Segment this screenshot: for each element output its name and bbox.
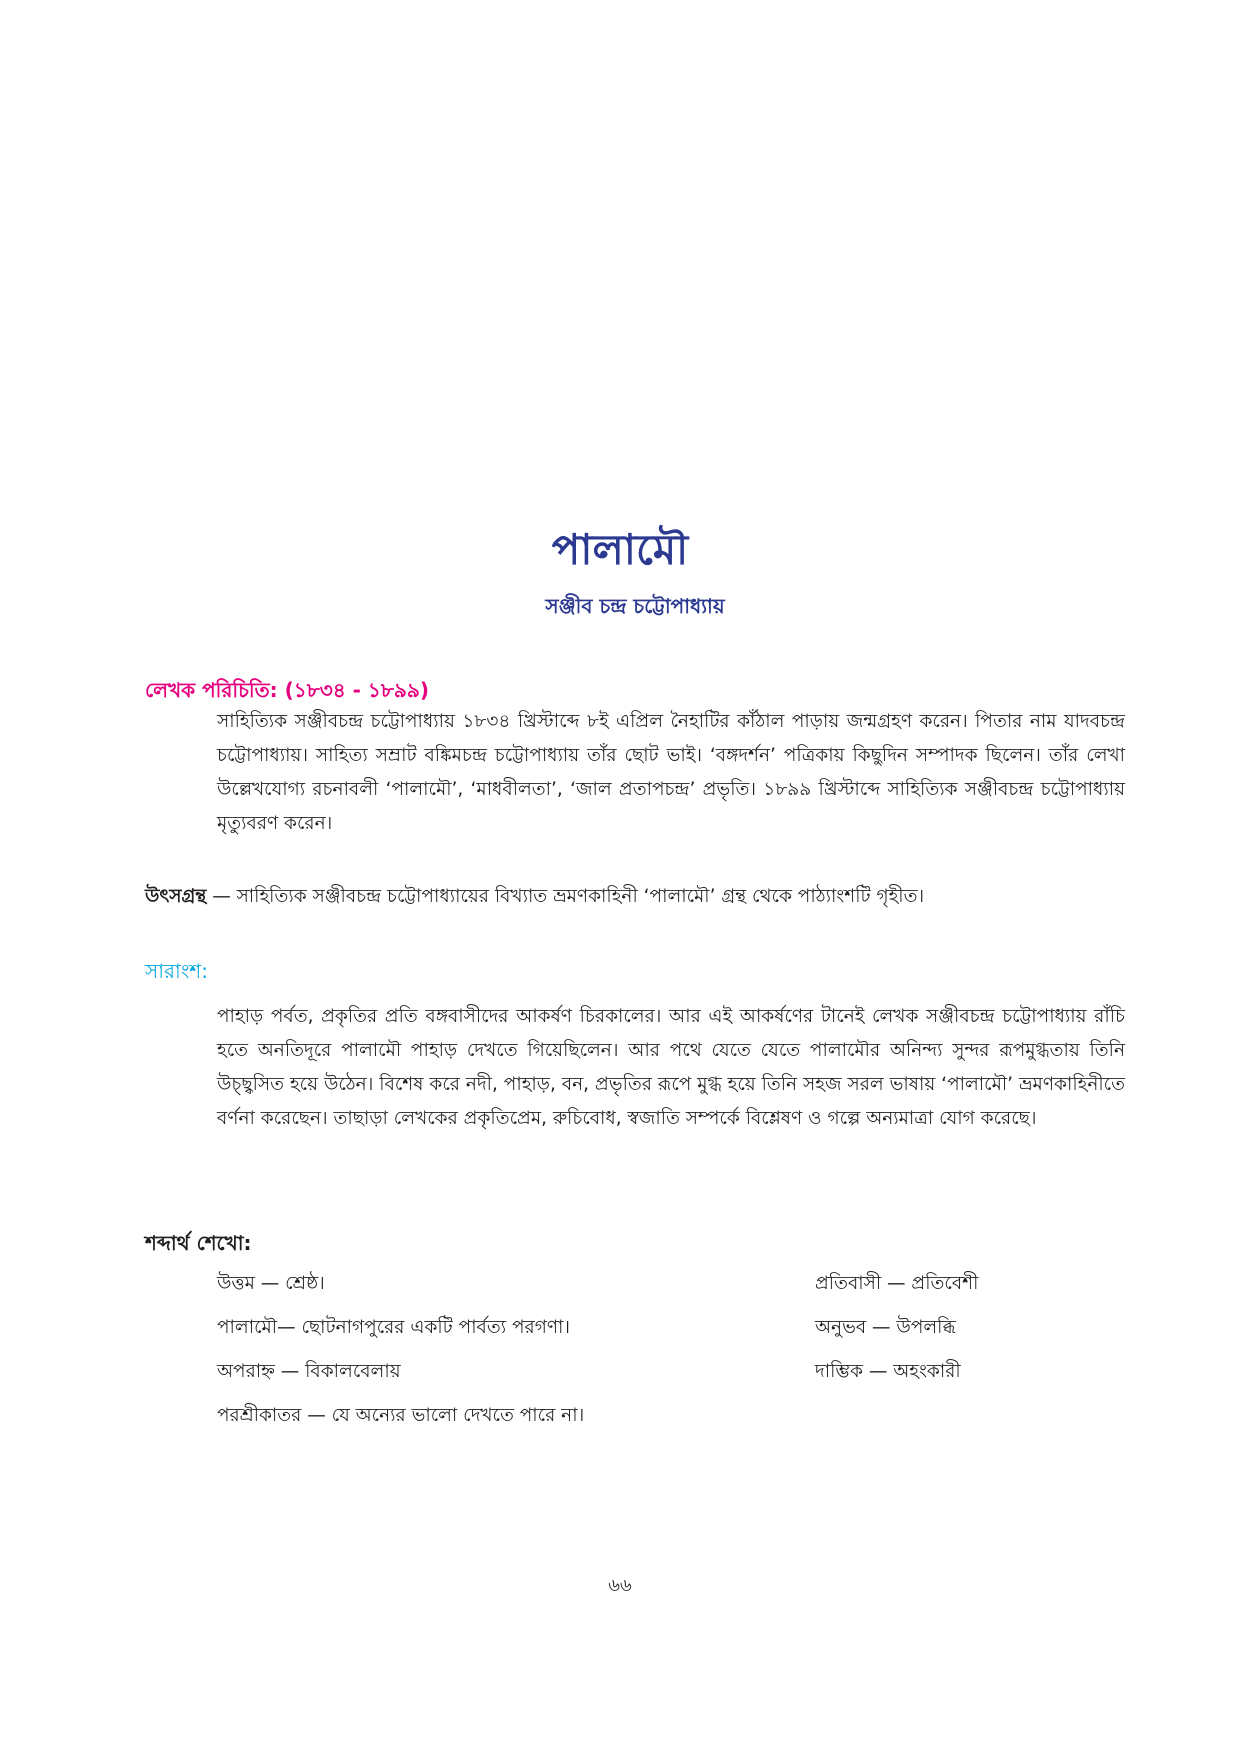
- glossary-item: পরশ্রীকাতর — যে অন্যের ভালো দেখতে পারে না।: [217, 1405, 585, 1426]
- page-title: পালামৌ: [551, 525, 689, 574]
- glossary-item: অনুভব — উপলব্ধি: [815, 1317, 956, 1338]
- source-paragraph: [145, 880, 1135, 914]
- source-label: উৎসগ্রন্থ: [145, 886, 207, 907]
- glossary-item: প্রতিবাসী — প্রতিবেশী: [815, 1273, 979, 1294]
- summary-paragraph: পাহাড় পর্বত, প্রকৃতির প্রতি বঙ্গবাসীদের আকর্ষণ চিরকালের। আর এই আকর্ষণের টানেই লেখক সঞ্জীবচন্দ্র চট্টোপাধ্যায় রাঁচি হতে অনতিদূরে পালামৌ পাহাড় দেখতে গিয়েছিলেন। আর পথে যেতে যেতে পালামৌর অনিন্দ্য সুন্দর রূপমুগ্ধতায় তিনি উচ্ছ্বসিত হয়ে উঠেন। বিশেষ করে নদী, পাহাড়, বন, প্রভৃতির রূপে মুগ্ধ হয়ে তিনি সহজ সরল ভাষায় ‘পালামৌ’ ভ্রমণকাহিনীতে বর্ণনা করেছেন। তাছাড়া লেখকের প্রকৃতিপ্রেম, রুচিবোধ, স্বজাতি সম্পর্কে বিশ্লেষণ ও গল্পে অন্যমাত্রা যোগ করেছে।: [217, 1006, 1125, 1129]
- bio-heading: লেখক পরিচিতি: (১৮৩৪ - ১৮৯৯): [145, 678, 429, 702]
- bio-paragraph: সাহিত্যিক সঞ্জীবচন্দ্র চট্টোপাধ্যায় ১৮৩৪ খ্রিস্টাব্দে ৮ই এপ্রিল নৈহাটির কাঁঠাল পাড়ায় জন্মগ্রহণ করেন। পিতার নাম যাদবচন্দ্র চট্টোপাধ্যায়। সাহিত্য সম্রাট বঙ্কিমচন্দ্র চট্টোপাধ্যায় তাঁর ছোট ভাই। ‘বঙ্গদর্শন’ পত্রিকায় কিছুদিন সম্পাদক ছিলেন। তাঁর লেখা উল্লেখযোগ্য রচনাবলী ‘পালামৌ’, ‘মাধবীলতা’, ‘জাল প্রতাপচন্দ্র’ প্রভৃতি। ১৮৯৯ খ্রিস্টাব্দে সাহিত্যিক সঞ্জীবচন্দ্র চট্টোপাধ্যায় মৃত্যুবরণ করেন।: [217, 711, 1125, 834]
- page-number: ৬৬: [608, 1575, 632, 1596]
- author-name: সঞ্জীব চন্দ্র চট্টোপাধ্যায়: [545, 594, 725, 618]
- source-text: — সাহিত্যিক সঞ্জীবচন্দ্র চট্টোপাধ্যায়ের বিখ্যাত ভ্রমণকাহিনী ‘পালামৌ’ গ্রন্থ থেকে পাঠ্যাংশটি গৃহীত।: [206, 886, 925, 907]
- summary-heading: সারাংশ:: [145, 959, 208, 983]
- glossary-item: দাম্ভিক — অহংকারী: [815, 1361, 961, 1382]
- glossary-item: উত্তম — শ্রেষ্ঠ।: [217, 1273, 325, 1294]
- glossary-heading: শব্দার্থ শেখো:: [145, 1231, 252, 1255]
- glossary-item: অপরাহ্ন — বিকালবেলায়: [217, 1361, 401, 1382]
- glossary-item: পালামৌ— ছোটনাগপুরের একটি পার্বত্য পরগণা।: [217, 1317, 571, 1338]
